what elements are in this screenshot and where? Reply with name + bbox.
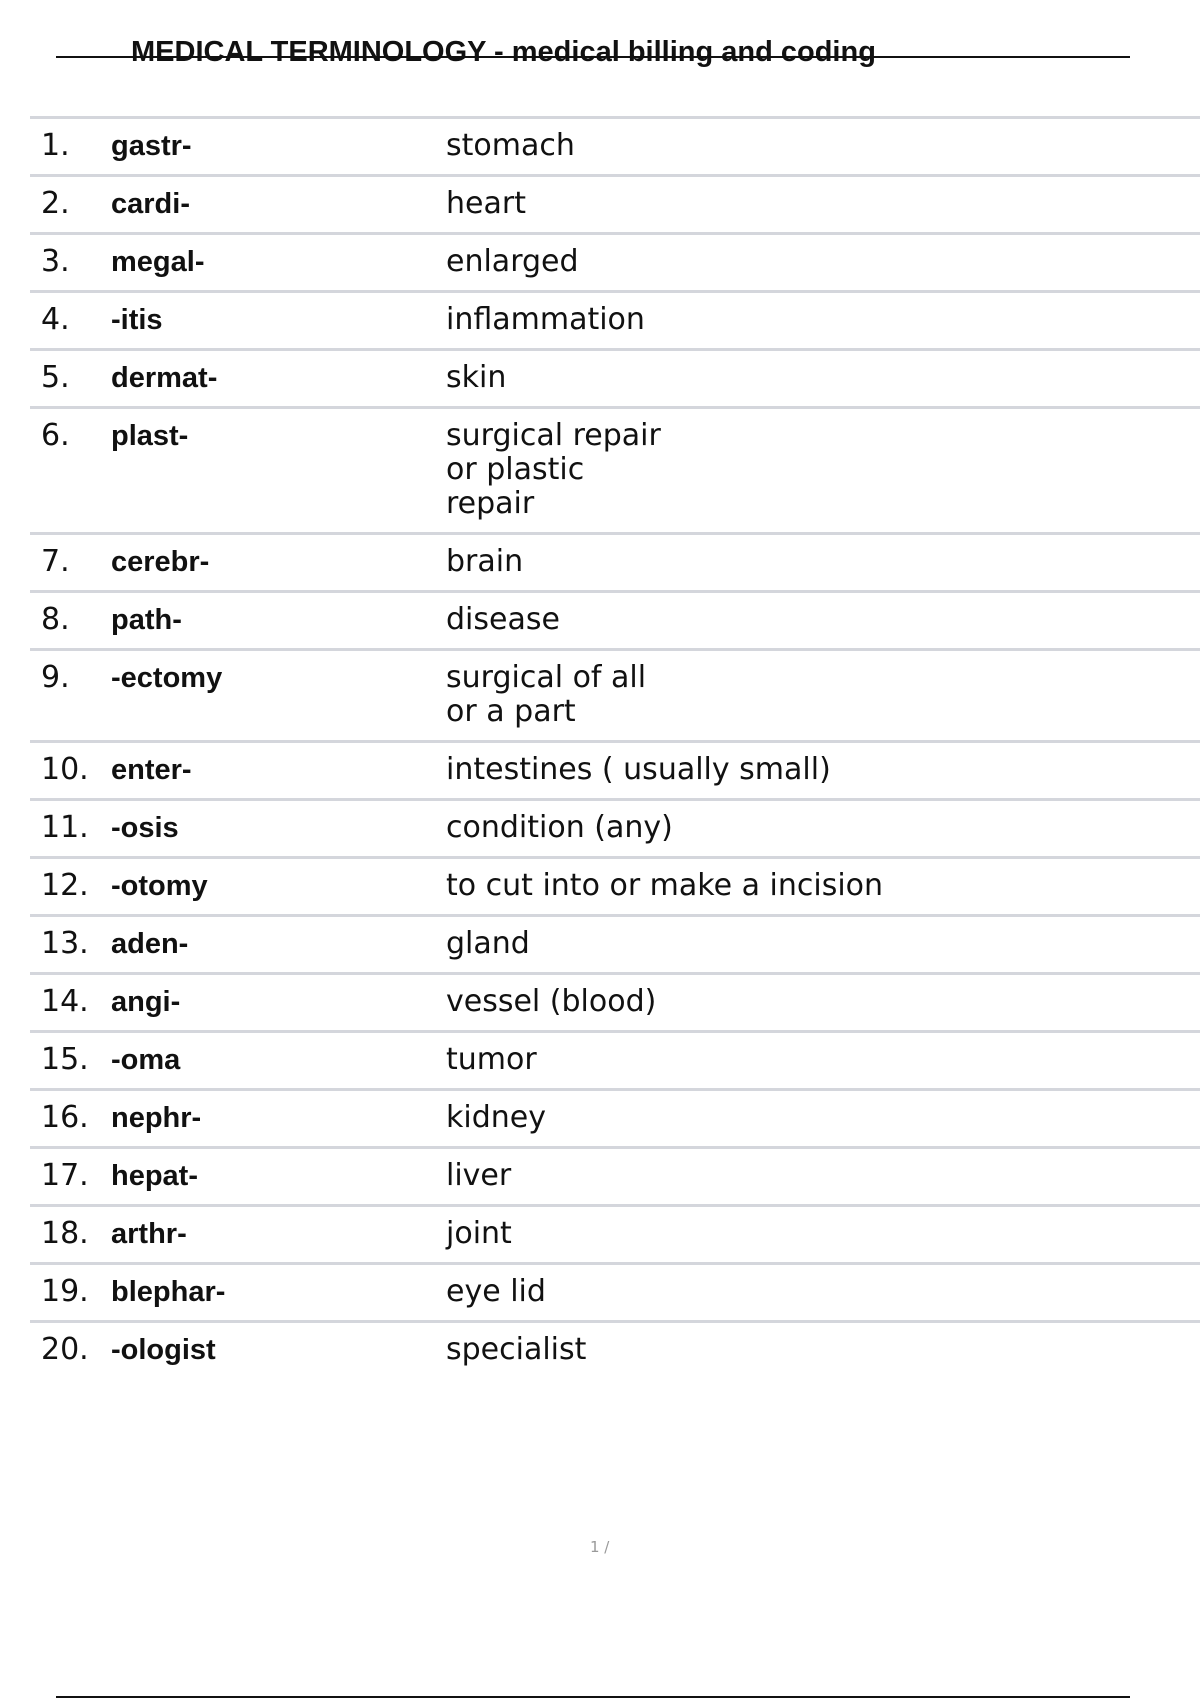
term-number: 20. [41,1332,89,1367]
term-definition: skin [446,360,507,395]
term-row [30,532,1200,590]
term-definition: tumor [446,1042,537,1077]
term-number: 16. [41,1100,89,1135]
term-number: 15. [41,1042,89,1077]
term-number: 1. [41,128,70,163]
term-word: hepat- [111,1160,198,1192]
term-word: angi- [111,986,181,1018]
term-number: 18. [41,1216,89,1251]
term-definition: surgical of all or a part [446,660,647,729]
term-definition: surgical repair or plastic repair [446,418,661,521]
term-number: 9. [41,660,70,695]
term-row [30,1204,1200,1262]
term-word: aden- [111,928,189,960]
term-row [30,174,1200,232]
term-definition: stomach [446,128,575,163]
term-word: arthr- [111,1218,187,1250]
term-row [30,798,1200,856]
terms-table [30,116,1200,1378]
term-row [30,648,1200,740]
term-row [30,290,1200,348]
term-word: nephr- [111,1102,202,1134]
term-number: 8. [41,602,70,637]
term-word: blephar- [111,1276,226,1308]
term-definition: to cut into or make a incision [446,868,884,903]
term-definition: liver [446,1158,512,1193]
term-row [30,348,1200,406]
term-word: -osis [111,812,179,844]
term-definition: intestines ( usually small) [446,752,831,787]
term-number: 10. [41,752,89,787]
term-word: megal- [111,246,205,278]
term-row [30,1088,1200,1146]
term-number: 13. [41,926,89,961]
term-number: 6. [41,418,70,453]
term-row [30,116,1200,174]
term-definition: inflammation [446,302,645,337]
term-row [30,406,1200,532]
term-row [30,232,1200,290]
term-row [30,972,1200,1030]
bottom-rule [56,1696,1130,1698]
term-word: -ologist [111,1334,216,1366]
term-row [30,740,1200,798]
term-number: 12. [41,868,89,903]
term-number: 7. [41,544,70,579]
term-definition: condition (any) [446,810,673,845]
term-definition: disease [446,602,560,637]
term-definition: specialist [446,1332,587,1367]
term-word: cardi- [111,188,190,220]
page-title: MEDICAL TERMINOLOGY - medical billing and coding [131,36,876,68]
term-row [30,1320,1200,1378]
term-number: 2. [41,186,70,221]
document-header [56,28,1130,68]
term-word: -otomy [111,870,208,902]
term-definition: eye lid [446,1274,546,1309]
term-number: 5. [41,360,70,395]
term-definition: heart [446,186,526,221]
term-word: -oma [111,1044,181,1076]
term-definition: brain [446,544,524,579]
term-word: gastr- [111,130,192,162]
term-definition: kidney [446,1100,546,1135]
term-number: 14. [41,984,89,1019]
term-word: path- [111,604,182,636]
term-word: dermat- [111,362,218,394]
term-definition: vessel (blood) [446,984,657,1019]
term-word: enter- [111,754,192,786]
term-number: 11. [41,810,89,845]
page-number: 1 / [590,1538,610,1556]
term-number: 4. [41,302,70,337]
term-definition: gland [446,926,530,961]
term-word: -ectomy [111,662,223,694]
term-number: 17. [41,1158,89,1193]
term-row [30,1030,1200,1088]
term-row [30,590,1200,648]
term-word: -itis [111,304,163,336]
term-row [30,914,1200,972]
term-word: plast- [111,420,189,452]
term-word: cerebr- [111,546,210,578]
term-row [30,1146,1200,1204]
term-number: 3. [41,244,70,279]
term-definition: enlarged [446,244,579,279]
term-number: 19. [41,1274,89,1309]
term-definition: joint [446,1216,512,1251]
term-row [30,1262,1200,1320]
term-row [30,856,1200,914]
